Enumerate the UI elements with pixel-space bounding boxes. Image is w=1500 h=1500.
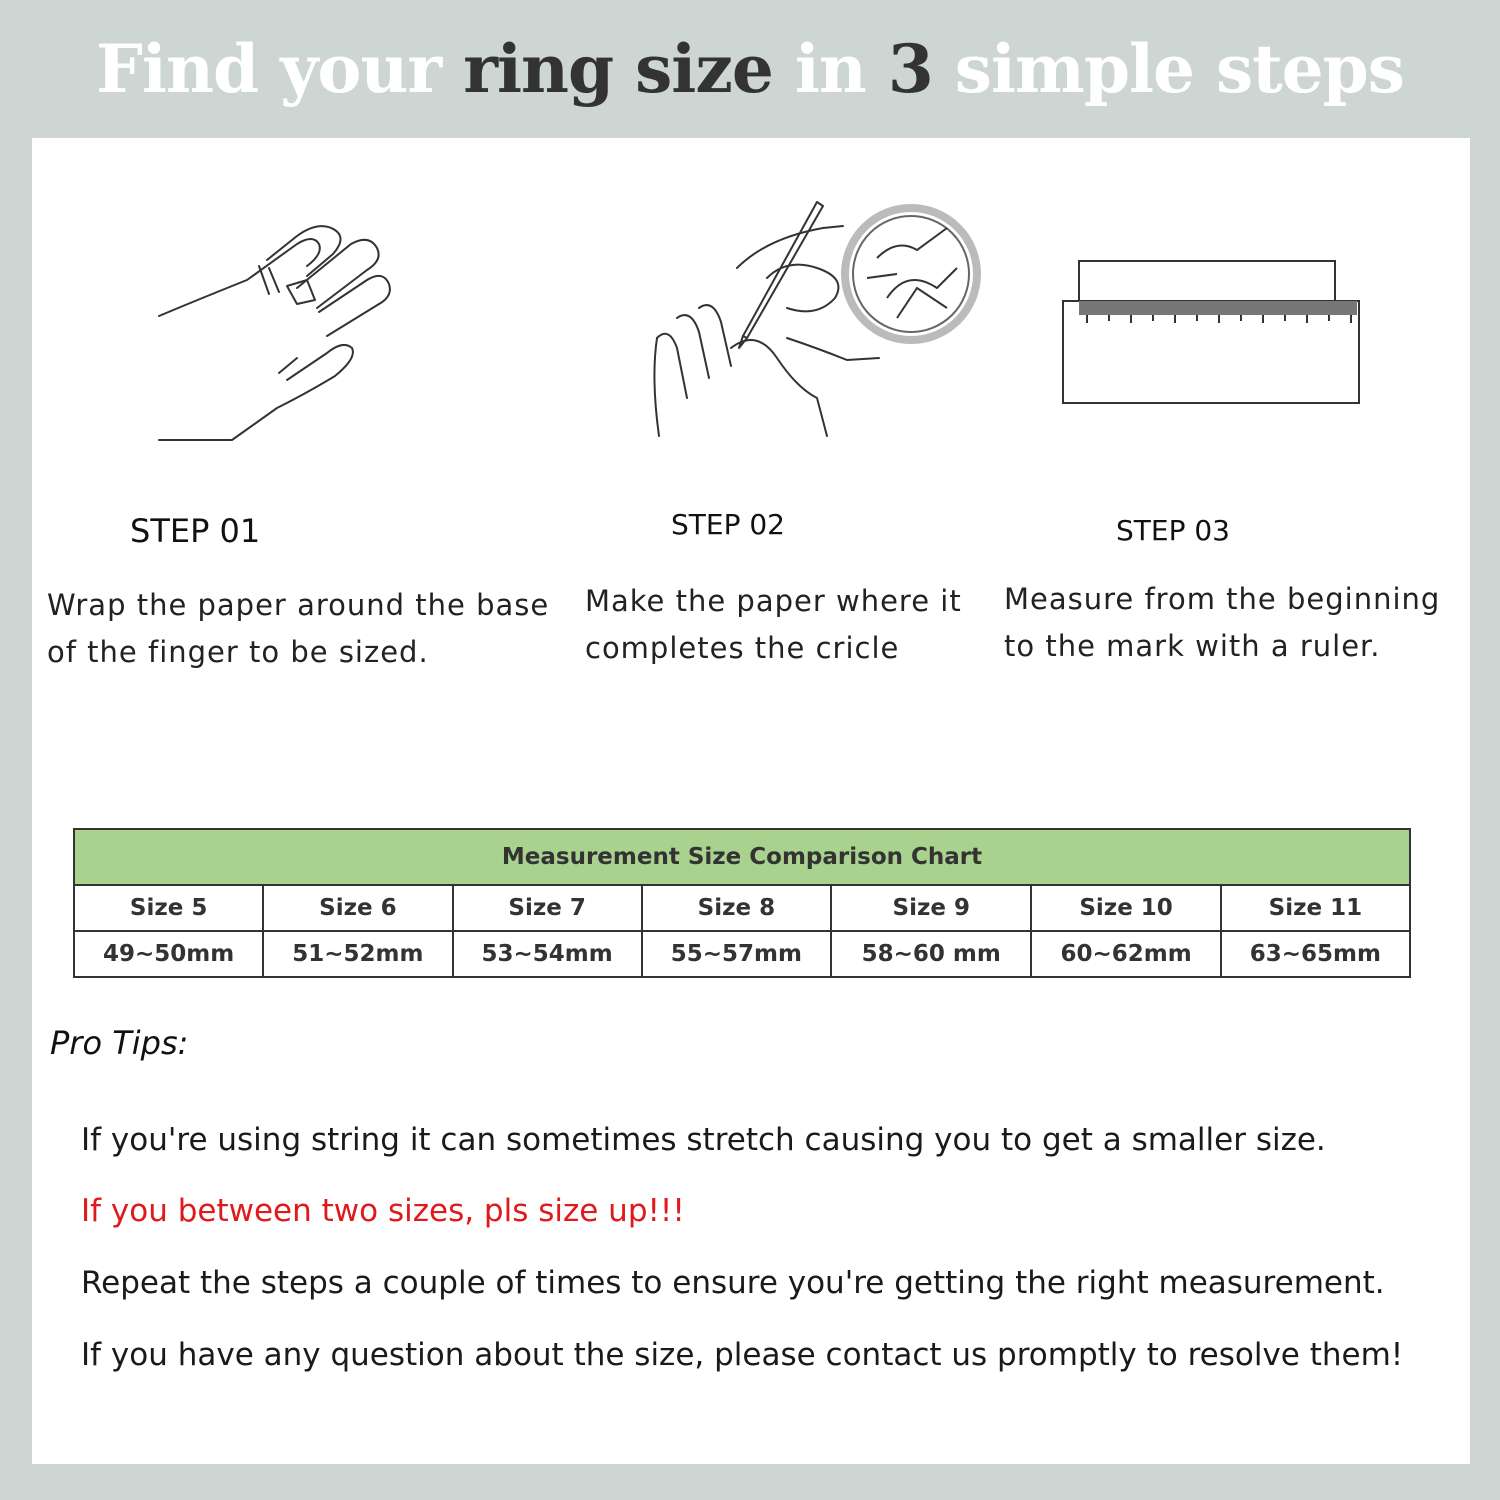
size-cell: Size 7 bbox=[453, 885, 642, 931]
chart-header: Measurement Size Comparison Chart bbox=[74, 829, 1410, 885]
step-03-title: STEP 03 bbox=[1116, 514, 1230, 547]
title-part-5: simple steps bbox=[932, 30, 1404, 108]
step-02-line-1: Make the paper where it bbox=[585, 584, 962, 618]
size-cell: Size 6 bbox=[263, 885, 452, 931]
size-cell: Size 11 bbox=[1221, 885, 1410, 931]
step-02-title: STEP 02 bbox=[671, 508, 785, 541]
measurements-row bbox=[74, 931, 1410, 977]
step-01-description bbox=[47, 582, 567, 676]
size-cell: Size 8 bbox=[642, 885, 831, 931]
pencil-marking-icon bbox=[647, 198, 1007, 448]
pro-tip-4: If you have any question about the size, please contact us promptly to resolve them! bbox=[81, 1337, 1404, 1373]
size-cell: Size 9 bbox=[831, 885, 1031, 931]
measurement-cell: 53~54mm bbox=[453, 931, 642, 977]
step-01-line-2: of the finger to be sized. bbox=[47, 635, 429, 669]
measurement-cell: 60~62mm bbox=[1031, 931, 1220, 977]
measurement-cell: 58~60 mm bbox=[831, 931, 1031, 977]
step-01-line-1: Wrap the paper around the base bbox=[47, 588, 550, 622]
page-title bbox=[0, 30, 1500, 108]
title-part-1: Find your bbox=[96, 30, 464, 108]
pro-tip-1: If you're using string it can sometimes stretch causing you to get a smaller size. bbox=[81, 1122, 1326, 1158]
content-panel bbox=[32, 138, 1470, 1464]
step-03-description bbox=[1004, 576, 1464, 670]
measurement-cell: 51~52mm bbox=[263, 931, 452, 977]
step-03-line-2: to the mark with a ruler. bbox=[1004, 629, 1381, 663]
sizes-row bbox=[74, 885, 1410, 931]
pro-tip-2: If you between two sizes, pls size up!!! bbox=[81, 1193, 685, 1229]
title-part-2: ring size bbox=[463, 30, 773, 108]
size-cell: Size 10 bbox=[1031, 885, 1220, 931]
step-03-line-1: Measure from the beginning bbox=[1004, 582, 1441, 616]
step-01-title: STEP 01 bbox=[130, 512, 261, 550]
hand-icon bbox=[147, 208, 407, 458]
title-part-3: in bbox=[772, 30, 888, 108]
measurement-cell: 49~50mm bbox=[74, 931, 263, 977]
measurement-cell: 55~57mm bbox=[642, 931, 831, 977]
step-02-description bbox=[585, 578, 985, 672]
size-comparison-chart bbox=[73, 828, 1411, 978]
ruler-icon bbox=[1057, 253, 1367, 413]
pro-tip-3: Repeat the steps a couple of times to ensure you're getting the right measurement. bbox=[81, 1265, 1385, 1301]
title-part-4: 3 bbox=[887, 30, 933, 108]
pro-tips-title: Pro Tips: bbox=[50, 1024, 189, 1062]
step-02-line-2: completes the cricle bbox=[585, 631, 900, 665]
size-cell: Size 5 bbox=[74, 885, 263, 931]
chart-header-row bbox=[74, 829, 1410, 885]
measurement-cell: 63~65mm bbox=[1221, 931, 1410, 977]
